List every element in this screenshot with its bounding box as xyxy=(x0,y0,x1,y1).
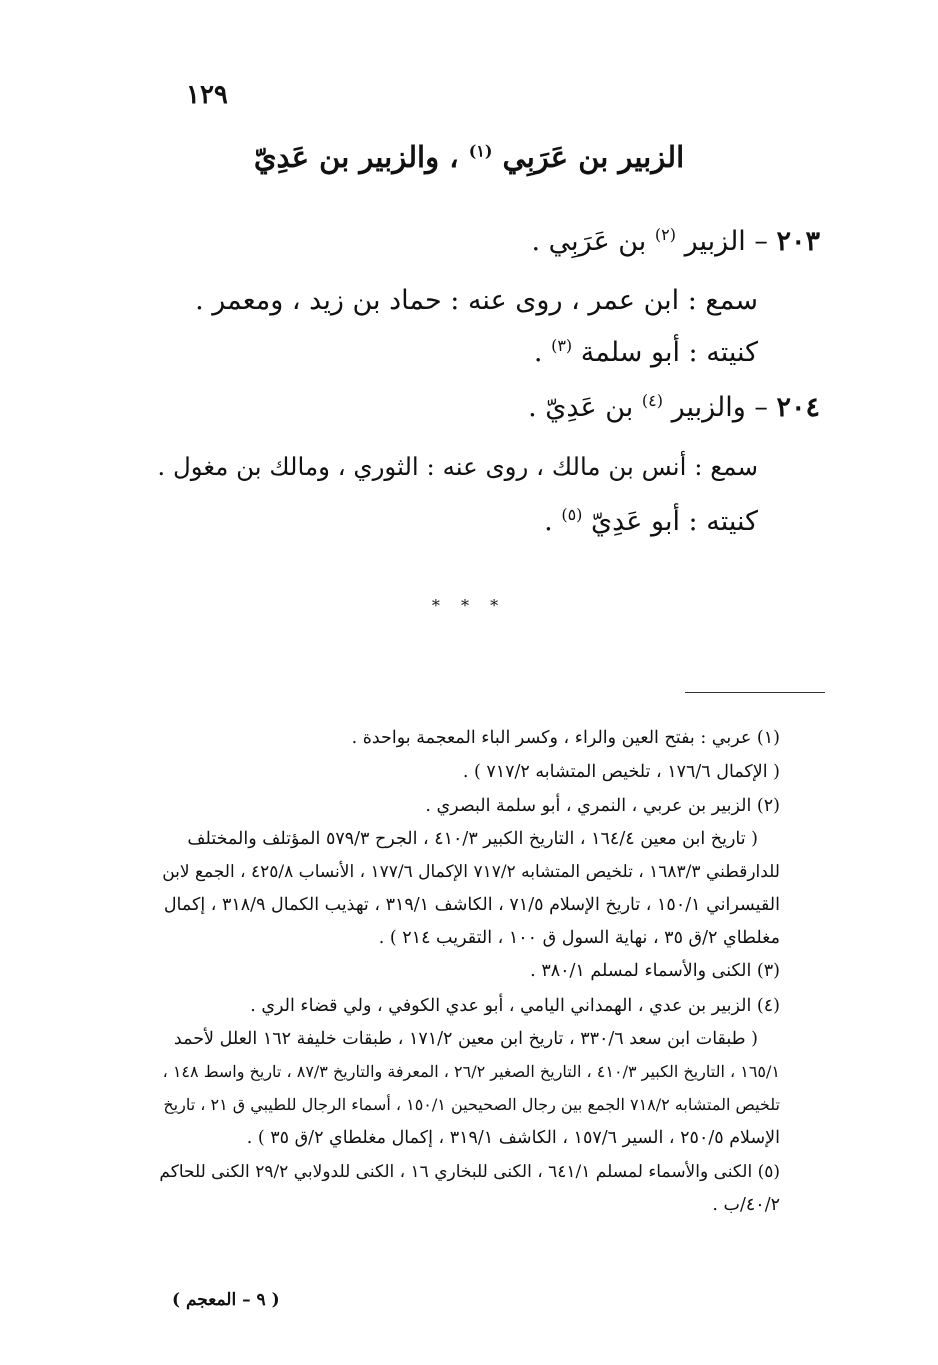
heading-footnote-ref: (١) xyxy=(468,141,493,161)
heading-part-2: ، والزبير بن عَدِيّ xyxy=(253,140,459,174)
page-footer: ( ٩ – المعجم ) xyxy=(172,1290,280,1310)
footnote-line: القيسراني ١٥٠/١ ، تاريخ الإسلام ٧١/٥ ، الكاشف ٣١٩/١ ، تهذيب الكمال ٣١٨/٩ ، إكمال xyxy=(163,895,780,915)
footnote-line: (٥) الكنى والأسماء لمسلم ٦٤١/١ ، الكنى للبخاري ١٦ ، الكنى للدولابي ٢٩/٢ الكنى للحاكم xyxy=(159,1162,780,1182)
entry-204-kunya xyxy=(150,506,758,537)
entry-name-pre: – الزبير xyxy=(684,226,768,257)
kunya-text: كنيته : أبو سلمة xyxy=(580,337,758,368)
kunya-text: كنيته : أبو عَدِيّ xyxy=(591,506,758,537)
heading-part-1: الزبير بن عَرَبِي xyxy=(502,140,685,174)
footnote-rule xyxy=(685,692,825,693)
entry-203-sami: سمع : ابن عمر ، روى عنه : حماد بن زيد ، ومعمر . xyxy=(195,285,758,316)
page-number: ١٢٩ xyxy=(186,80,228,110)
entry-footnote-ref: (٢) xyxy=(654,225,677,244)
footnote-line: ١٦٥/١ ، التاريخ الكبير ٤١٠/٣ ، التاريخ الصغير ٢٦/٢ ، المعرفة والتاريخ ٨٧/٣ ، تاريخ واسط ١٤٨ ، xyxy=(162,1062,780,1081)
entry-number: ٢٠٤ xyxy=(776,392,820,423)
entry-203-kunya xyxy=(150,337,758,368)
footnote-line: (١) عربي : بفتح العين والراء ، وكسر الباء المعجمة بواحدة . xyxy=(351,728,780,748)
entry-footnote-ref: (٤) xyxy=(641,391,663,410)
entry-204-title xyxy=(150,392,820,423)
footnote-line: (٣) الكنى والأسماء لمسلم ٣٨٠/١ . xyxy=(530,961,780,981)
section-heading xyxy=(0,140,938,174)
footnote-line: تلخيص المتشابه ٧١٨/٢ الجمع بين رجال الصحيحين ١٥٠/١ ، أسماء الرجال للطيبي ق ٢١ ، تاريخ xyxy=(163,1095,780,1114)
kunya-footnote-ref: (٥) xyxy=(561,505,583,524)
entry-203-title xyxy=(150,226,820,257)
footnote-line: ٤٠/٢/ب . xyxy=(712,1195,780,1215)
entry-number: ٢٠٣ xyxy=(776,226,820,257)
footnote-line: مغلطاي ٢/ق ٣٥ ، نهاية السول ق ١٠٠ ، التقريب ٢١٤ ) . xyxy=(378,928,780,948)
kunya-end: . xyxy=(544,506,553,537)
footnote-line: ( الإكمال ١٧٦/٦ ، تلخيص المتشابه ٧١٧/٢ ) . xyxy=(462,762,780,782)
section-separator: * * * xyxy=(431,596,507,615)
entry-name-pre: – والزبير xyxy=(671,392,768,423)
footnote-line: الإسلام ٢٥٠/٥ ، السير ١٥٧/٦ ، الكاشف ٣١٩/١ ، إكمال مغلطاي ٢/ق ٣٥ ) . xyxy=(246,1128,780,1148)
kunya-end: . xyxy=(533,337,543,368)
kunya-footnote-ref: (٣) xyxy=(551,336,573,355)
footnote-line: ( طبقات ابن سعد ٣٣٠/٦ ، تاريخ ابن معين ١٧١/٢ ، طبقات خليفة ١٦٢ العلل لأحمد xyxy=(173,1029,758,1049)
entry-name-post: بن عَرَبِي . xyxy=(531,226,647,257)
entry-204-sami: سمع : أنس بن مالك ، روى عنه : الثوري ، ومالك بن مغول . xyxy=(157,452,758,481)
entry-name-post: بن عَدِيّ . xyxy=(528,392,634,423)
footnote-line: (٤) الزبير بن عدي ، الهمداني اليامي ، أبو عدي الكوفي ، ولي قضاء الري . xyxy=(250,996,780,1016)
footnote-line: (٢) الزبير بن عربي ، النمري ، أبو سلمة البصري . xyxy=(425,796,780,816)
footnote-line: ( تاريخ ابن معين ١٦٤/٤ ، التاريخ الكبير ٤١٠/٣ ، الجرح ٥٧٩/٣ المؤتلف والمختلف xyxy=(187,829,758,849)
footnote-line: للدارقطني ١٦٨٣/٣ ، تلخيص المتشابه ٧١٧/٢ الإكمال ١٧٧/٦ ، الأنساب ٤٢٥/٨ ، الجمع لابن xyxy=(162,862,780,882)
